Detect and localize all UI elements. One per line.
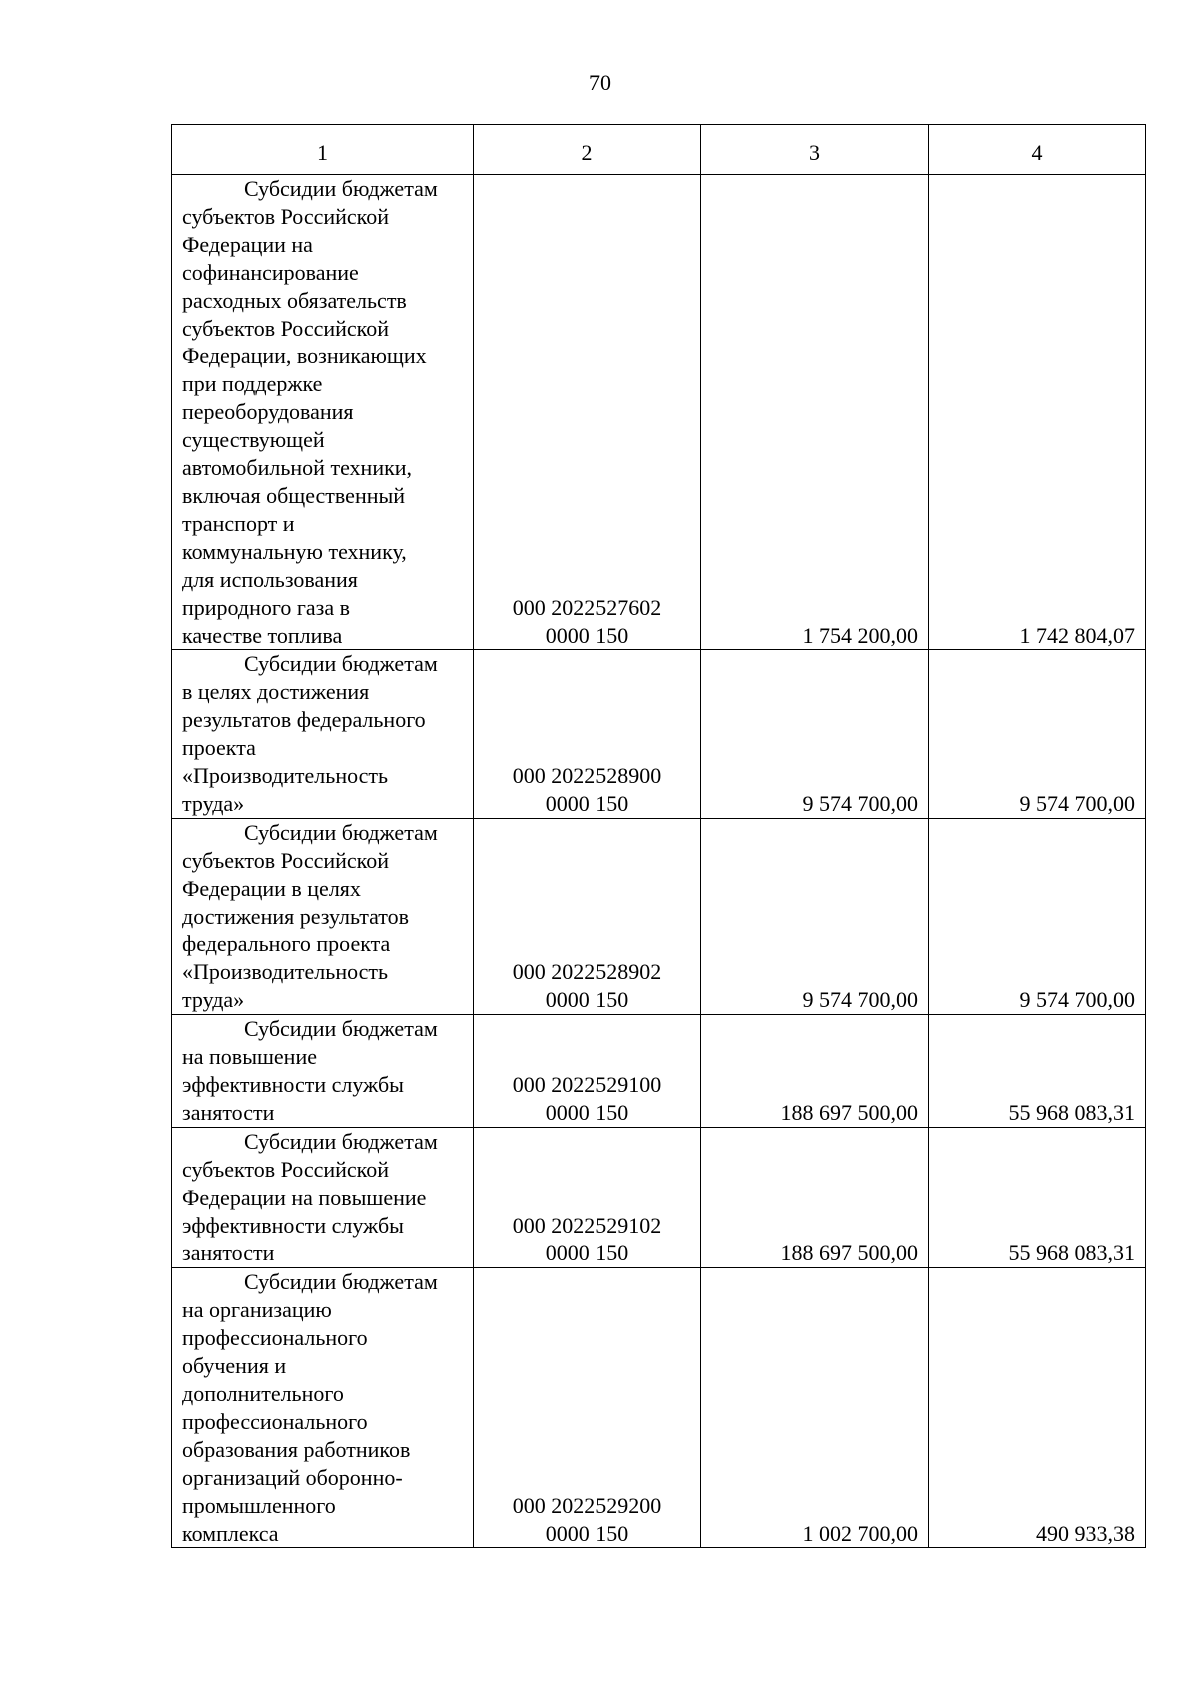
row-name-line: для использования xyxy=(182,566,358,592)
row-name-line: занятости xyxy=(182,1240,275,1266)
row-code-line: 000 2022528900 xyxy=(512,763,662,789)
row-name-text: Субсидии бюджетам xyxy=(244,176,438,201)
row-name-text: Субсидии бюджетам xyxy=(244,1128,438,1154)
row-name-line: Федерации в целях xyxy=(182,875,361,901)
row-name-line: субъектов Российской xyxy=(182,847,390,873)
row-name-line: «Производительность xyxy=(182,959,389,985)
row-code-line: 000 2022527602 xyxy=(512,594,662,620)
row-name-line: при поддержке xyxy=(182,371,323,397)
row-name-line: субъектов Российской xyxy=(182,1156,390,1182)
row-name-line: включая общественный xyxy=(182,482,406,508)
column-header-1: 1 xyxy=(172,125,474,175)
row-name-line: субъектов Российской xyxy=(182,203,390,229)
column-header-2: 2 xyxy=(474,125,701,175)
table-row xyxy=(172,650,1146,818)
row-name-line: результатов федерального xyxy=(182,707,426,733)
row-name-text: Субсидии бюджетам xyxy=(244,819,438,845)
row-name-line: занятости xyxy=(182,1099,275,1125)
row-code-cell xyxy=(474,175,701,650)
row-name-line: в целях достижения xyxy=(182,679,370,705)
row-code-line: 0000 150 xyxy=(545,1240,629,1266)
row-name-line: транспорт и xyxy=(182,510,295,536)
row-name-cell xyxy=(172,818,474,1014)
row-name-line: проекта xyxy=(182,735,256,761)
row-name-line: субъектов Российской xyxy=(182,315,390,341)
row-name-line: существующей xyxy=(182,427,325,453)
row-name-cell xyxy=(172,1015,474,1128)
row-code-line: 000 2022528902 xyxy=(512,959,662,985)
row-name-line: федерального проекта xyxy=(182,931,391,957)
row-name-cell xyxy=(172,1127,474,1268)
row-col4-value: 1 742 804,07 xyxy=(929,175,1146,650)
row-code-cell xyxy=(474,1268,701,1548)
row-name-line: комплекса xyxy=(182,1520,279,1546)
row-code-cell xyxy=(474,650,701,818)
row-code-cell xyxy=(474,1015,701,1128)
row-name-line xyxy=(182,1015,463,1043)
row-code-line: 000 2022529200 xyxy=(512,1492,662,1518)
row-name-text: Субсидии бюджетам xyxy=(244,651,438,677)
table-row xyxy=(172,818,1146,1014)
row-name-line: дополнительного xyxy=(182,1380,344,1406)
row-name-line: софинансирование xyxy=(182,259,359,285)
row-code-line: 0000 150 xyxy=(545,790,629,816)
table-row xyxy=(172,1127,1146,1268)
row-name-line xyxy=(182,819,463,847)
row-col4-value: 9 574 700,00 xyxy=(929,818,1146,1014)
row-col4-value: 490 933,38 xyxy=(929,1268,1146,1548)
table-row xyxy=(172,1015,1146,1128)
column-header-4: 4 xyxy=(929,125,1146,175)
row-col3-value: 9 574 700,00 xyxy=(701,818,929,1014)
row-name-line: Федерации на xyxy=(182,231,313,257)
row-col3-value: 188 697 500,00 xyxy=(701,1015,929,1128)
page-number: 70 xyxy=(589,70,611,95)
row-name-line: профессионального xyxy=(182,1408,368,1434)
row-name-line: «Производительность xyxy=(182,763,389,789)
row-name-line: профессионального xyxy=(182,1325,368,1351)
row-code-line: 0000 150 xyxy=(545,987,629,1013)
row-col4-value: 55 968 083,31 xyxy=(929,1127,1146,1268)
row-name-text: Субсидии бюджетам xyxy=(244,1016,438,1042)
row-code-line: 000 2022529102 xyxy=(512,1212,662,1238)
row-name-line: на повышение xyxy=(182,1044,317,1070)
row-name-cell xyxy=(172,175,474,650)
row-name-line xyxy=(182,1128,463,1156)
row-name-line: промышленного xyxy=(182,1492,336,1518)
table-row xyxy=(172,175,1146,650)
row-code-cell xyxy=(474,818,701,1014)
row-name-cell xyxy=(172,650,474,818)
row-name-line: переоборудования xyxy=(182,399,354,425)
row-name-line: труда» xyxy=(182,790,245,816)
row-name-line: Федерации на повышение xyxy=(182,1184,427,1210)
row-code-line: 0000 150 xyxy=(545,622,629,648)
row-name-line: достижения результатов xyxy=(182,903,409,929)
column-header-3: 3 xyxy=(701,125,929,175)
row-name-line: эффективности службы xyxy=(182,1072,404,1097)
row-code-line: 0000 150 xyxy=(545,1099,629,1125)
budget-table xyxy=(171,124,1146,1548)
row-name-line xyxy=(182,650,463,678)
row-code-line: 0000 150 xyxy=(545,1520,629,1546)
row-name-line: автомобильной техники, xyxy=(182,455,413,481)
row-col3-value: 1 002 700,00 xyxy=(701,1268,929,1548)
row-name-line: на организацию xyxy=(182,1297,332,1323)
row-name-cell xyxy=(172,1268,474,1548)
row-col4-value: 9 574 700,00 xyxy=(929,650,1146,818)
row-col3-value: 1 754 200,00 xyxy=(701,175,929,650)
row-code-line: 000 2022529100 xyxy=(512,1072,662,1097)
row-name-line: качестве топлива xyxy=(182,622,343,648)
row-col3-value: 9 574 700,00 xyxy=(701,650,929,818)
row-name-text: Субсидии бюджетам xyxy=(244,1269,438,1295)
row-name-line: организаций оборонно- xyxy=(182,1464,403,1490)
row-name-line: труда» xyxy=(182,987,245,1013)
header-row xyxy=(172,125,1146,175)
row-name-line: обучения и xyxy=(182,1353,287,1379)
row-name-line xyxy=(182,175,463,203)
row-name-line: эффективности службы xyxy=(182,1212,404,1238)
row-col4-value: 55 968 083,31 xyxy=(929,1015,1146,1128)
row-code-cell xyxy=(474,1127,701,1268)
row-name-line: коммунальную технику, xyxy=(182,538,407,564)
table-body xyxy=(172,125,1146,1548)
row-name-line: природного газа в xyxy=(182,594,350,620)
row-col3-value: 188 697 500,00 xyxy=(701,1127,929,1268)
row-name-line: расходных обязательств xyxy=(182,287,407,313)
row-name-line xyxy=(182,1268,463,1296)
row-name-line: Федерации, возникающих xyxy=(182,343,427,369)
row-name-line: образования работников xyxy=(182,1436,411,1462)
table-row xyxy=(172,1268,1146,1548)
